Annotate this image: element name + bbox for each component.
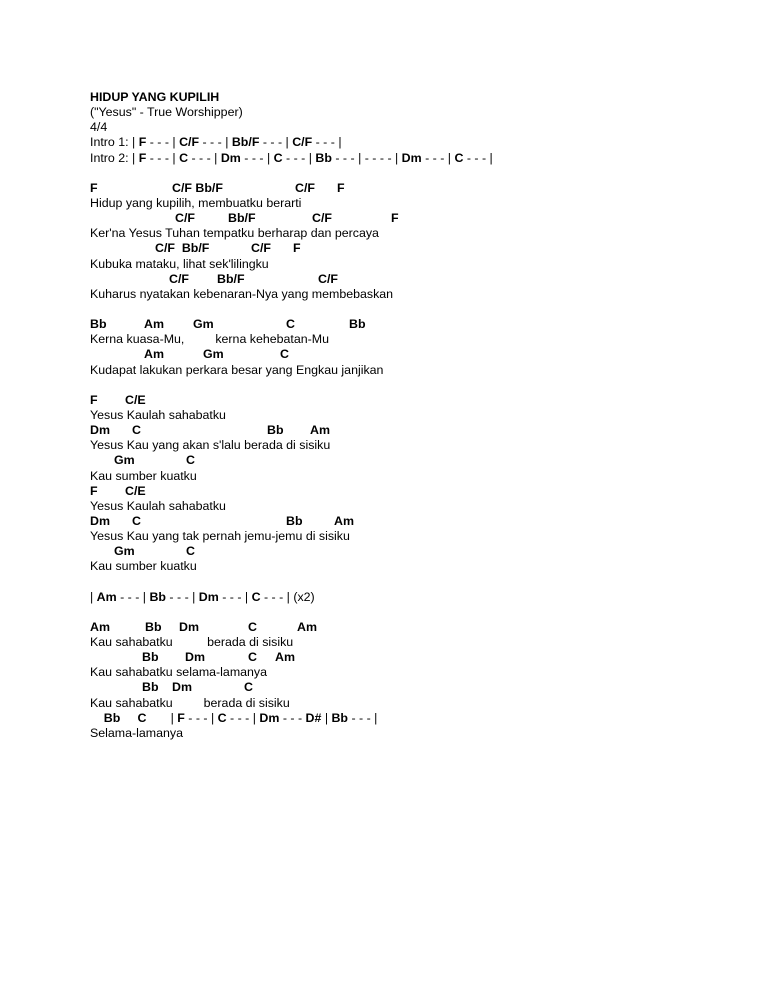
chord-symbol: C bbox=[186, 544, 195, 559]
chord-symbol: Am bbox=[310, 423, 330, 438]
lyric-line: Kuharus nyatakan kebenaran-Nya yang membebaskan bbox=[90, 286, 394, 301]
chord-symbol: C/F bbox=[175, 211, 195, 226]
chord-symbol: F bbox=[138, 150, 147, 165]
chord-symbol: C/E bbox=[125, 392, 146, 407]
bar-notation: - - - | bbox=[218, 589, 252, 604]
lyric-line: Yesus Kaulah sahabatku bbox=[90, 498, 226, 513]
bar-notation: - - - | bbox=[188, 150, 221, 165]
chord-line bbox=[90, 453, 730, 468]
bar-notation: - - - | bbox=[421, 150, 455, 165]
chord-symbol: C bbox=[217, 710, 227, 725]
chord-symbol: Bb bbox=[145, 619, 162, 634]
chord-line bbox=[90, 393, 730, 408]
chord-symbol: Dm bbox=[198, 589, 219, 604]
chord-symbol: Dm bbox=[185, 650, 205, 665]
bar-notation: | bbox=[321, 710, 332, 725]
chord-symbol: Bb bbox=[142, 650, 159, 665]
chord-line bbox=[90, 317, 730, 332]
bar-notation: - - - | bbox=[282, 150, 316, 165]
bar-notation: - - - | - - - - | bbox=[331, 150, 402, 165]
bar-notation: | bbox=[90, 589, 97, 604]
lyric-line: Yesus Kau yang akan s'lalu berada di sisiku bbox=[90, 438, 331, 453]
lyric-line: Selama-lamanya bbox=[90, 725, 183, 740]
chord-symbol: Bb/F bbox=[231, 135, 260, 150]
song-title: HIDUP YANG KUPILIH bbox=[90, 90, 220, 104]
chord-symbol: Dm bbox=[220, 150, 241, 165]
bar-notation: - - - | bbox=[165, 589, 199, 604]
chord-symbol: Am bbox=[96, 589, 117, 604]
chord-symbol: C bbox=[132, 423, 141, 438]
chord-symbol: C bbox=[454, 150, 464, 165]
chord-symbol: C bbox=[273, 150, 283, 165]
blank-line bbox=[90, 302, 730, 317]
chord-line bbox=[90, 484, 730, 499]
intro-line-1 bbox=[90, 135, 730, 150]
chord-line bbox=[90, 211, 730, 226]
time-signature: 4/4 bbox=[90, 120, 108, 135]
chord-symbol: Bb bbox=[286, 513, 303, 528]
bar-notation bbox=[90, 711, 104, 725]
chord-symbol: Bb bbox=[90, 317, 107, 332]
bar-notation bbox=[120, 711, 137, 725]
blank-line bbox=[90, 605, 730, 620]
intro-section bbox=[90, 135, 730, 165]
chord-symbol: F bbox=[90, 180, 98, 195]
lyric-line: Kau sumber kuatku bbox=[90, 468, 197, 483]
chord-symbol: C/F bbox=[318, 271, 338, 286]
chord-line bbox=[90, 680, 730, 695]
chord-symbol: C bbox=[286, 317, 295, 332]
chord-symbol: C bbox=[248, 650, 257, 665]
song-credit: ("Yesus" - True Worshipper) bbox=[90, 105, 243, 120]
chord-line bbox=[90, 423, 730, 438]
bar-notation: - - - | bbox=[259, 135, 293, 150]
chord-symbol: F bbox=[337, 180, 345, 195]
chord-symbol: C bbox=[248, 619, 257, 634]
chord-symbol: F bbox=[391, 211, 399, 226]
lyric-line: Kau sahabatku selama-lamanya bbox=[90, 665, 268, 680]
intro-line-2 bbox=[90, 151, 730, 166]
bar-notation: - - - | bbox=[116, 589, 150, 604]
chord-symbol: Bb bbox=[349, 317, 366, 332]
chord-symbol: Dm bbox=[401, 150, 422, 165]
chord-symbol: F bbox=[138, 135, 147, 150]
lyric-line: Kerna kuasa-Mu, kerna kehebatan-Mu bbox=[90, 332, 329, 347]
blank-line bbox=[90, 166, 730, 181]
chord-symbol: C bbox=[251, 589, 261, 604]
chord-symbol: C/F Bb/F bbox=[155, 241, 210, 256]
lyric-line: Kubuka mataku, lihat sek'lilingku bbox=[90, 256, 269, 271]
chord-line bbox=[90, 544, 730, 559]
chord-line bbox=[90, 650, 730, 665]
chord-line bbox=[90, 514, 730, 529]
chord-symbol: C/F bbox=[251, 241, 271, 256]
chord-symbol: Am bbox=[144, 347, 164, 362]
chord-symbol: C/F bbox=[295, 180, 315, 195]
chord-symbol: Bb/F bbox=[217, 271, 245, 286]
chord-symbol: Bb bbox=[103, 710, 121, 725]
chord-symbol: Dm bbox=[172, 680, 192, 695]
chord-line bbox=[90, 241, 730, 256]
chord-symbol: C/F Bb/F bbox=[172, 180, 223, 195]
bar-notation: - - - | bbox=[226, 710, 260, 725]
chord-symbol: C/F bbox=[312, 211, 332, 226]
chord-symbol: F bbox=[90, 392, 98, 407]
bar-line bbox=[90, 711, 730, 726]
chord-symbol: Am bbox=[144, 317, 164, 332]
bar-notation: Intro 1: | bbox=[90, 135, 139, 150]
chord-symbol: C bbox=[244, 680, 253, 695]
lyric-line: Hidup yang kupilih, membuatku berarti bbox=[90, 195, 302, 210]
lyric-line: Ker'na Yesus Tuhan tempatku berharap dan percaya bbox=[90, 226, 379, 241]
chord-symbol: Bb bbox=[267, 423, 284, 438]
chord-symbol: Dm bbox=[90, 513, 110, 528]
chord-symbol: Bb bbox=[142, 680, 159, 695]
chord-symbol: C bbox=[137, 710, 147, 725]
chord-symbol: F bbox=[177, 710, 185, 725]
chord-symbol: Am bbox=[275, 650, 295, 665]
bar-notation: - - - bbox=[279, 710, 306, 725]
chord-line bbox=[90, 620, 730, 635]
chord-symbol: Bb/F bbox=[228, 211, 256, 226]
chord-line bbox=[90, 272, 730, 287]
chord-line bbox=[90, 181, 730, 196]
chord-symbol: C bbox=[132, 513, 141, 528]
chord-symbol: C/F bbox=[169, 271, 189, 286]
lyric-line: Kau sahabatku berada di sisiku bbox=[90, 695, 290, 710]
bar-notation: - - - | bbox=[184, 710, 218, 725]
bar-notation: | bbox=[146, 710, 178, 725]
chord-symbol: Am bbox=[297, 619, 317, 634]
chord-symbol: C bbox=[280, 347, 289, 362]
chord-symbol: Gm bbox=[193, 317, 214, 332]
chord-symbol: Gm bbox=[114, 544, 135, 559]
blank-line bbox=[90, 575, 730, 590]
lyric-line: Kau sahabatku berada di sisiku bbox=[90, 635, 294, 650]
chord-symbol: F bbox=[90, 483, 98, 498]
lyric-line: Kudapat lakukan perkara besar yang Engkau janjikan bbox=[90, 362, 384, 377]
lyric-line: Kau sumber kuatku bbox=[90, 559, 197, 574]
chord-sheet bbox=[90, 90, 730, 741]
chord-symbol: Bb bbox=[315, 150, 332, 165]
bar-notation: - - - | bbox=[199, 135, 232, 150]
chord-symbol: Gm bbox=[203, 347, 224, 362]
bar-notation: - - - | bbox=[240, 150, 274, 165]
chord-symbol: Bb bbox=[149, 589, 166, 604]
chord-line bbox=[90, 347, 730, 362]
bar-notation: - - - | bbox=[312, 135, 342, 150]
lyric-line: Yesus Kau yang tak pernah jemu-jemu di sisiku bbox=[90, 529, 350, 544]
bar-notation: - - - | bbox=[146, 135, 180, 150]
chord-symbol: C bbox=[179, 150, 189, 165]
chord-symbol: Am bbox=[90, 619, 110, 634]
chord-symbol: C/F bbox=[179, 135, 200, 150]
bar-notation: - - - | (x2) bbox=[260, 589, 315, 604]
chord-symbol: D# bbox=[305, 710, 322, 725]
bar-notation: - - - | bbox=[463, 150, 493, 165]
blank-line bbox=[90, 378, 730, 393]
chord-symbol: C/E bbox=[125, 483, 146, 498]
chord-symbol: Am bbox=[334, 513, 354, 528]
lyric-line: Yesus Kaulah sahabatku bbox=[90, 407, 226, 422]
bar-notation: - - - | bbox=[146, 150, 180, 165]
bar-line bbox=[90, 590, 730, 605]
chord-symbol: Dm bbox=[259, 710, 280, 725]
song-body bbox=[90, 166, 730, 741]
chord-symbol: Dm bbox=[90, 423, 110, 438]
chord-symbol: Gm bbox=[114, 453, 135, 468]
bar-notation: Intro 2: | bbox=[90, 150, 139, 165]
chord-symbol: C bbox=[186, 453, 195, 468]
chord-symbol: F bbox=[293, 241, 301, 256]
bar-notation: - - - | bbox=[348, 710, 378, 725]
chord-symbol: Bb bbox=[331, 710, 349, 725]
chord-symbol: C/F bbox=[292, 135, 313, 150]
chord-symbol: Dm bbox=[179, 619, 199, 634]
